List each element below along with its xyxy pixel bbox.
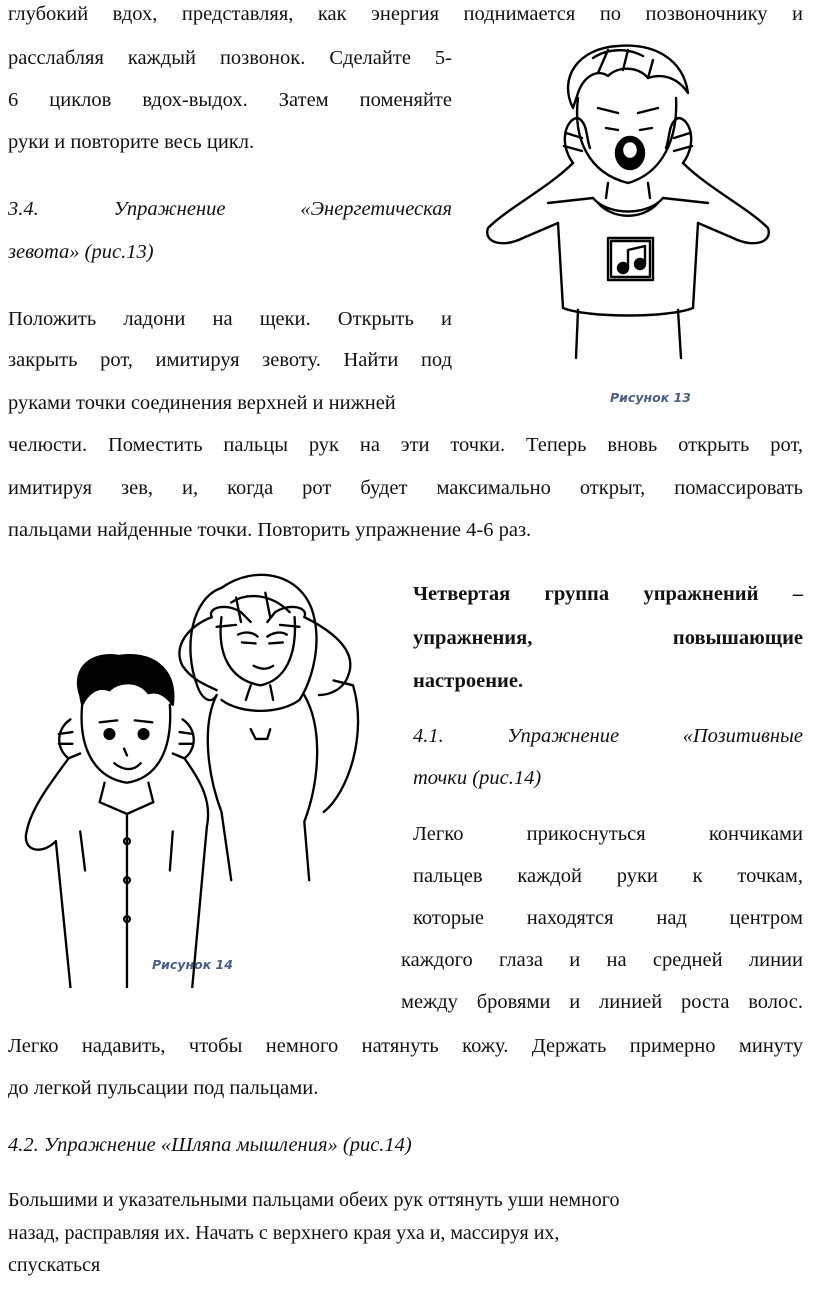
- text-line: пальцами найденные точки. Повторить упражнение 4-6 раз.: [8, 519, 532, 541]
- group-heading: упражнения, повышающие: [413, 627, 803, 649]
- section-heading: 4.2. Упражнение «Шляпа мышления» (рис.14): [8, 1134, 412, 1156]
- text-line: глубокий вдох, представляя, как энергия поднимается по позвоночнику и: [8, 3, 803, 25]
- text-line: Легко надавить, чтобы немного натянуть кожу. Держать примерно минуту: [8, 1035, 803, 1057]
- text-line: каждого глаза и на средней линии: [401, 949, 803, 971]
- text-line: 6 циклов вдох-выдох. Затем поменяйте: [8, 89, 452, 111]
- section-heading: 3.4. Упражнение «Энергетическая: [8, 198, 452, 220]
- text-line: имитируя зев, и, когда рот будет максимально открыт, помассировать: [8, 477, 803, 499]
- text-line: до легкой пульсации под пальцами.: [8, 1077, 319, 1099]
- text-line: закрыть рот, имитируя зевоту. Найти под: [8, 349, 452, 371]
- text-line: руки и повторите весь цикл.: [8, 131, 255, 153]
- text-line: между бровями и линией роста волос.: [401, 991, 803, 1013]
- text-line: руками точки соединения верхней и нижней: [8, 392, 396, 414]
- text-line: челюсти. Поместить пальцы рук на эти точки. Теперь вновь открыть рот,: [8, 434, 803, 456]
- text-line: Положить ладони на щеки. Открыть и: [8, 308, 452, 330]
- figure-14-caption: Рисунок 14: [152, 957, 233, 972]
- figure-13-caption: Рисунок 13: [610, 390, 691, 405]
- figure-14-illustration: [12, 558, 392, 988]
- section-heading: зевота» (рис.13): [8, 241, 154, 263]
- text-line: расслабляя каждый позвонок. Сделайте 5-: [8, 47, 452, 69]
- text-line: спускаться: [8, 1254, 101, 1276]
- group-heading: настроение.: [413, 670, 524, 692]
- figure-13-yawn-illustration: [478, 38, 778, 368]
- text-line: Легко прикоснуться кончиками: [413, 823, 803, 845]
- text-line: назад, расправляя их. Начать с верхнего края уха и, массируя их,: [8, 1222, 560, 1244]
- section-heading: 4.1. Упражнение «Позитивные: [413, 725, 803, 747]
- text-line: которые находятся над центром: [413, 907, 803, 929]
- text-line: Большими и указательными пальцами обеих рук оттянуть уши немного: [8, 1189, 620, 1211]
- section-heading: точки (рис.14): [413, 767, 542, 789]
- text-line: пальцев каждой руки к точкам,: [413, 865, 803, 887]
- group-heading: Четвертая группа упражнений –: [413, 583, 803, 605]
